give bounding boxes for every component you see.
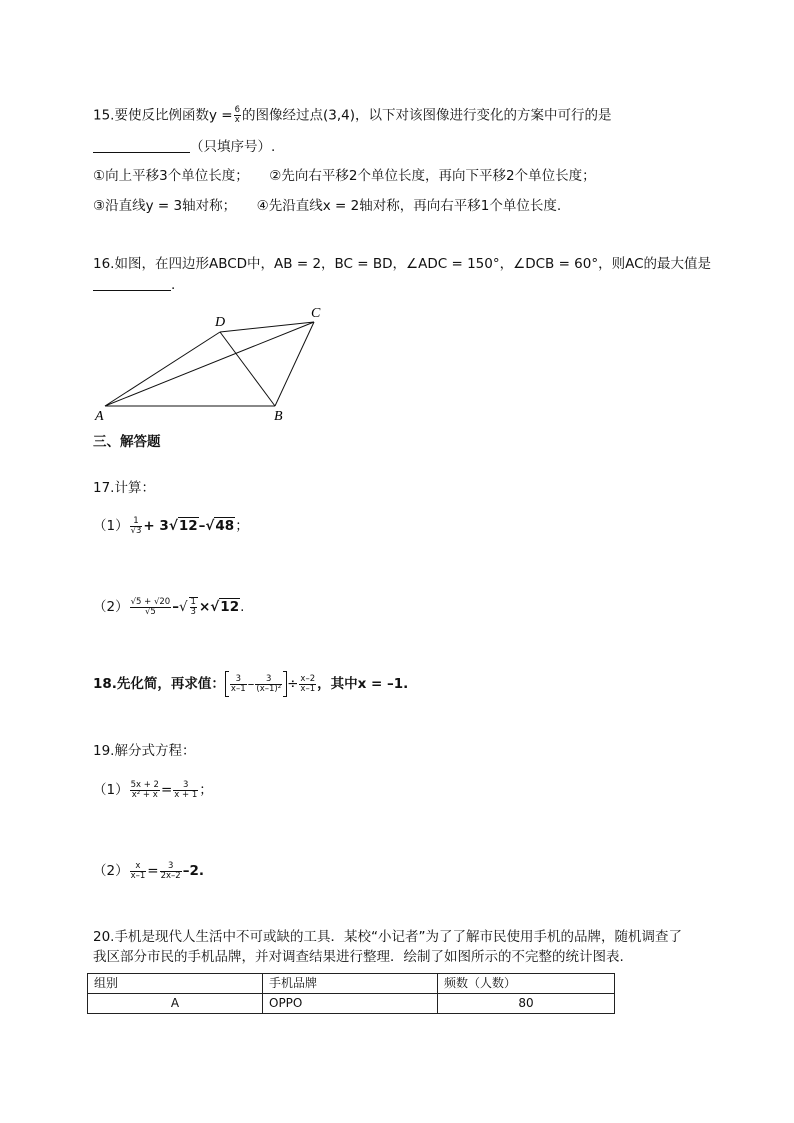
q18-line [93,670,408,698]
q19-p1-left-fraction [130,781,160,800]
q18-left-bracket [225,671,229,697]
q15-options-row2 [93,197,561,215]
segment-cd [220,322,314,332]
q18-prefix: 18.先化简，再求值： [93,676,225,692]
q18-fraction-1 [230,675,247,694]
q17-p1-den: √3 [130,525,142,536]
table-header-row [88,974,615,994]
q17-p1-plus3: + 3 [143,518,169,534]
brand-frequency-table [87,973,615,1014]
q18-f1-num: 3 [230,675,247,685]
q18-f3-num: x–2 [300,673,316,684]
q19-title: 19.解分式方程： [93,743,196,759]
diagonal-bd [220,332,275,406]
q17-p1-rad48: 48 [215,518,235,534]
q17-p1-end: ； [235,518,249,534]
q20-line2: 我区部分市民的手机品牌，并对调查结果进行整理．绘制了如图所示的不完整的统计图表. [93,949,624,965]
q17-p2-inner-den: 3 [190,607,196,617]
q19-p1-rden: x + 1 [174,789,198,800]
table-header-cell: 手机品牌 [263,974,438,994]
q17-part1 [93,512,249,540]
q17-p1-prefix: （1） [93,518,129,534]
q15-text-a: 15.要使反比例函数y = [93,107,233,124]
table-cell-group: A [88,994,263,1014]
q15-option-3: ③沿直线y = 3轴对称； [93,198,237,214]
q15-text-b: 的图像经过点(3,4)，以下对该图像进行变化的方案中可行的是 [241,107,612,124]
q16-line1: 16.如图，在四边形ABCD中，AB = 2，BC = BD，∠ADC = 150°，∠DCB = 60°，则AC的最大值是 [93,256,712,272]
label-c: C [311,306,321,321]
q19-part2 [93,857,204,885]
q17-p2-num: √5 + √20 [130,596,171,607]
q17-p1-minus: – [198,518,206,534]
q15-option-2: ②先向右平移2个单位长度，再向下平移2个单位长度； [269,168,596,184]
q18-f2-den: (x–1)² [256,683,282,694]
q19-p2-rden: 2x–2 [160,870,181,881]
q17-p2-den: √5 [144,606,156,617]
quadrilateral-figure [90,300,340,428]
table-header-cell: 组别 [88,974,263,994]
q15-fraction [234,106,241,125]
q16-answer-blank[interactable] [93,276,171,291]
q15-hint: （只填序号）. [190,139,276,155]
table-cell-brand: OPPO [263,994,438,1014]
q17-p2-rad12: 12 [220,599,240,615]
q17-p1-num: 1 [130,517,143,527]
q15-option-4: ④先沿直线x = 2轴对称，再向右平移1个单位长度. [256,198,562,214]
q19-p1-rnum: 3 [173,781,198,791]
q17-p2-inner-frac [189,597,198,617]
q17-title: 17.计算： [93,480,155,496]
q17-p2-times: × [198,599,211,615]
q16-line2 [93,276,175,294]
q18-minus: – [247,676,255,692]
q17-p2-fraction [130,598,172,617]
q19-p1-right-fraction [173,781,198,800]
q18-suffix: ，其中x = –1. [317,676,409,692]
section-heading: 三、解答题 [93,434,161,450]
q17-p1-rad12: 12 [178,518,198,534]
q18-f3-den: x–1 [300,683,316,694]
q17-p2-sqrt-frac: √ $\frac{1}{3}$ [178,597,196,617]
q15-answer-blank[interactable] [93,138,190,153]
label-d: D [215,315,226,330]
q17-p1-fraction [130,517,143,536]
label-b: B [274,409,283,424]
q19-part1 [93,776,213,804]
q18-fraction-2 [255,675,282,694]
q19-p2-lnum: x [130,862,147,872]
q19-p1-lden: x² + x [131,789,158,800]
q19-p2-lden: x–1 [130,870,146,881]
table-cell-frequency: 80 [438,994,615,1014]
q19-p2-right-fraction [160,862,182,881]
q15-frac-num: 6 [234,105,240,115]
q17-p2-sqrt12: √12 [210,599,240,615]
q19-p2-left-fraction [130,862,147,881]
q18-f2-num: 3 [255,675,282,685]
segment-bc [275,322,314,406]
q16-period: . [171,277,176,293]
q19-p2-prefix: （2） [93,863,129,879]
q15-line1 [93,106,612,125]
q15-frac-den: x [234,115,240,125]
q19-p1-lnum: 5x + 2 [130,779,159,790]
diagonal-ac [105,322,314,406]
q15-options-row1 [93,167,596,185]
q17-p2-end: . [240,599,245,615]
q19-p2-equals: = [147,863,159,879]
q19-p1-end: ； [199,782,213,798]
q18-divide: ÷ [287,676,299,692]
q17-p2-prefix: （2） [93,599,129,615]
q20-line1: 20.手机是现代人生活中不可或缺的工具．某校“小记者”为了了解市民使用手机的品牌，随机调查了 [93,929,682,945]
table-row [88,994,615,1014]
q17-p1-sqrt12: √12 [168,518,198,534]
q18-f1-den: x–1 [230,683,246,694]
q17-p2-inner-num: 1 [190,597,196,607]
q19-p2-end: –2. [182,863,204,879]
q18-fraction-3 [299,675,316,694]
q15-line2 [93,138,275,156]
label-a: A [95,409,104,424]
q19-p1-prefix: （1） [93,782,129,798]
q17-p2-minus: – [172,599,179,615]
q19-p2-rnum: 3 [160,862,182,872]
q17-p1-sqrt48: √48 [205,518,235,534]
q19-p1-equals: = [160,782,173,798]
q17-part2 [93,593,244,621]
q15-option-1: ①向上平移3个单位长度； [93,168,249,184]
table-header-cell: 频数（人数） [438,974,615,994]
segment-da [105,332,220,406]
